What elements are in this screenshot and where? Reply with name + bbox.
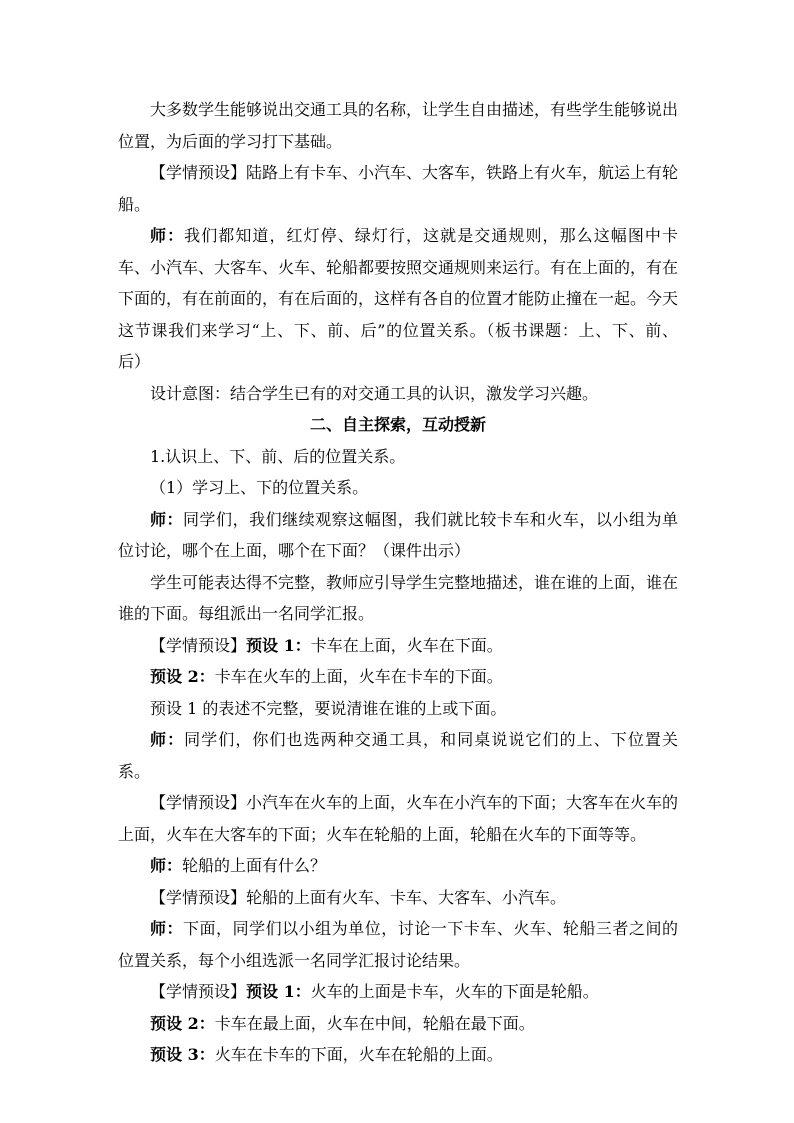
preset-label: 预设 1： xyxy=(246,635,311,655)
document-page xyxy=(118,94,678,1071)
preset-label: 预设 2： xyxy=(150,1013,215,1033)
speaker-label: 师： xyxy=(150,509,184,529)
paragraph xyxy=(118,504,678,567)
section-heading xyxy=(118,409,678,441)
paragraph-text: 火车在卡车的下面，火车在轮船的上面。 xyxy=(214,1045,503,1064)
paragraph xyxy=(118,882,678,914)
paragraph-text: 【学情预设】轮船的上面有火车、卡车、大客车、小汽车。 xyxy=(150,887,567,907)
paragraph xyxy=(118,157,678,220)
paragraph-text: 1.认识上、下、前、后的位置关系。 xyxy=(150,446,406,466)
paragraph-text: （1）学习上、下的位置关系。 xyxy=(150,478,369,497)
paragraph-text: 我们都知道，红灯停、绿灯行，这就是交通规则，那么这幅图中卡车、小汽车、大客车、火车、轮船都要按照交通规则来运行。有在上面的，有在下面的，有在前面的，有在后面的，这样有各自的位置才能防止撞在一起。今天这节课我们来学习“上、下、前、后”的位置关系。（板书课题：上、下、前、后） xyxy=(118,226,679,371)
speaker-label: 师： xyxy=(150,856,183,875)
paragraph-text: 大多数学生能够说出交通工具的名称，让学生自由描述，有些学生能够说出位置，为后面的学习打下基础。 xyxy=(118,100,679,151)
preset-label: 预设 2： xyxy=(150,667,215,686)
paragraph-text: 【学情预设】陆路上有卡车、小汽车、大客车，铁路上有火车，航运上有轮船。 xyxy=(118,163,679,214)
speaker-label: 师： xyxy=(150,226,185,245)
paragraph xyxy=(118,913,678,976)
paragraph xyxy=(118,976,678,1008)
paragraph xyxy=(118,94,678,157)
paragraph-text: 同学们，你们也选两种交通工具，和同桌说说它们的上、下位置关系。 xyxy=(118,730,678,781)
paragraph xyxy=(118,787,678,850)
preset-label: 预设 1： xyxy=(246,982,311,1001)
paragraph xyxy=(118,724,678,787)
paragraph-text: 轮船的上面有什么？ xyxy=(182,856,327,875)
paragraph xyxy=(118,220,678,378)
paragraph-text: 火车的上面是卡车，火车的下面是轮船。 xyxy=(310,982,599,1001)
paragraph xyxy=(118,850,678,882)
paragraph-text: 卡车在上面，火车在下面。 xyxy=(310,635,503,655)
paragraph xyxy=(118,378,678,410)
paragraph xyxy=(118,661,678,693)
paragraph-text: 卡车在火车的上面，火车在卡车的下面。 xyxy=(214,667,503,686)
paragraph-text: 设计意图：结合学生已有的对交通工具的认识，激发学习兴趣。 xyxy=(150,383,599,403)
paragraph-text: 【学情预设】 xyxy=(150,982,247,1001)
paragraph-text: 卡车在最上面，火车在中间，轮船在最下面。 xyxy=(214,1013,535,1033)
paragraph-text: 同学们，我们继续观察这幅图，我们就比较卡车和火车，以小组为单位讨论，哪个在上面，哪个在下面？（课件出示） xyxy=(118,509,678,560)
paragraph-text: 学生可能表达得不完整，教师应引导学生完整地描述，谁在谁的上面，谁在谁的下面。每组派出一名同学汇报。 xyxy=(118,572,679,623)
speaker-label: 师： xyxy=(150,919,184,938)
paragraph-text: 【学情预设】 xyxy=(150,635,247,655)
paragraph-text: 【学情预设】小汽车在火车的上面，火车在小汽车的下面；大客车在火车的上面，火车在大客车的下面；火车在轮船的上面，轮船在火车的下面等等。 xyxy=(118,793,679,844)
paragraph-text: 预设 1 的表述不完整，要说清谁在谁的上或下面。 xyxy=(150,698,507,718)
paragraph xyxy=(118,1039,678,1071)
paragraph xyxy=(118,472,678,504)
paragraph xyxy=(118,693,678,725)
heading-text: 二、自主探索，互动授新 xyxy=(309,415,486,434)
paragraph xyxy=(118,630,678,662)
paragraph xyxy=(118,441,678,473)
paragraph xyxy=(118,567,678,630)
paragraph-text: 下面，同学们以小组为单位，讨论一下卡车、火车、轮船三者之间的位置关系，每个小组选派一名同学汇报讨论结果。 xyxy=(118,919,678,970)
speaker-label: 师： xyxy=(150,730,185,749)
preset-label: 预设 3： xyxy=(150,1045,215,1064)
paragraph xyxy=(118,1008,678,1040)
